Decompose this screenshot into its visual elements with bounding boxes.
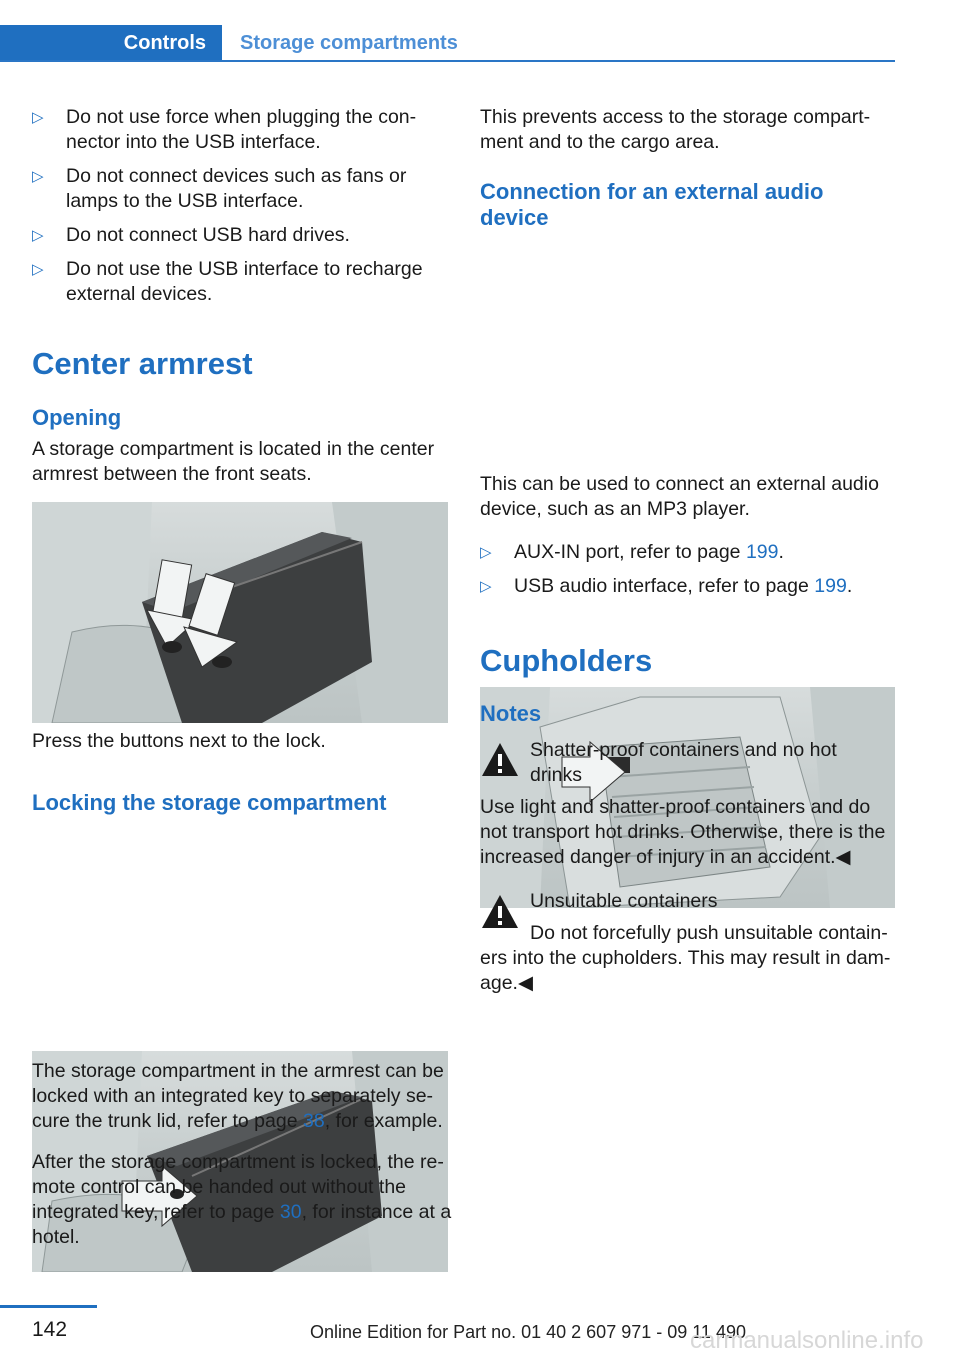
triangle-bullet-icon: ▷ bbox=[32, 168, 44, 185]
warning-text-1: Use light and shatter-proof containers and do not transport hot drinks. Otherwise, there is the increased danger of injury in an accident.◀ bbox=[480, 796, 886, 868]
list-item: ▷ USB audio interface, refer to page 199. bbox=[480, 575, 853, 597]
heading-opening: Opening bbox=[32, 405, 122, 430]
triangle-bullet-icon: ▷ bbox=[32, 261, 44, 278]
warning-text-2b: ers into the cupholders. This may result in dam-age.◀ bbox=[480, 947, 891, 994]
list-item: ▷ Do not connect devices such as fans or lamps to the USB interface. bbox=[32, 165, 407, 212]
page-link-38[interactable]: 38 bbox=[302, 1110, 325, 1132]
warning-triangle-icon bbox=[480, 740, 520, 780]
list-item: ▷ Do not connect USB hard drives. bbox=[32, 224, 350, 246]
footer-rule bbox=[0, 1305, 97, 1308]
warning-title-1: Shatter-proof containers and no hot drinks bbox=[530, 739, 837, 786]
triangle-bullet-icon: ▷ bbox=[32, 227, 44, 244]
connection-paragraph: This can be used to connect an external audio device, such as an MP3 player. bbox=[480, 473, 879, 520]
heading-locking: Locking the storage compartment bbox=[32, 790, 387, 815]
section-title: Storage compartments bbox=[240, 32, 458, 54]
warning-title-2: Unsuitable containers bbox=[530, 890, 718, 912]
connection-list bbox=[480, 540, 895, 608]
header-rule bbox=[0, 60, 895, 62]
heading-connection: Connection for an external audio device bbox=[480, 179, 824, 230]
heading-center-armrest: Center armrest bbox=[32, 346, 253, 381]
warning-text-2a: Do not forcefully push unsuitable contain- bbox=[530, 922, 888, 944]
page-link-199[interactable]: 199 bbox=[745, 541, 779, 563]
chapter-tab[interactable]: Controls bbox=[0, 25, 222, 62]
page-number: 142 bbox=[32, 1318, 68, 1341]
locking-paragraph-2: After the storage compartment is locked, the re-mote control can be handed out without the integrated key, refer to page 30, for instance at a hotel. bbox=[32, 1151, 452, 1248]
caption-press-buttons: Press the buttons next to the lock. bbox=[32, 730, 326, 752]
page-link-199[interactable]: 199 bbox=[814, 575, 847, 597]
triangle-bullet-icon: ▷ bbox=[480, 578, 492, 595]
edition-footer: Online Edition for Part no. 01 40 2 607 971 - 09 11 490 bbox=[310, 1322, 746, 1342]
locking-paragraph-1: The storage compartment in the armrest can be locked with an integrated key to separately se-cure the trunk lid, refer to page 38, for example. bbox=[32, 1060, 444, 1132]
opening-paragraph: A storage compartment is located in the center armrest between the front seats. bbox=[32, 438, 435, 485]
left-column bbox=[32, 105, 448, 316]
armrest-opening-illustration bbox=[32, 502, 448, 723]
list-item: ▷ Do not use force when plugging the con-nector into the USB interface. bbox=[32, 106, 417, 153]
warning-triangle-icon bbox=[480, 892, 520, 932]
heading-notes: Notes bbox=[480, 701, 542, 726]
list-item: ▷ Do not use the USB interface to recharge external devices. bbox=[32, 258, 423, 305]
list-item: ▷ AUX-IN port, refer to page 199. bbox=[480, 541, 784, 563]
page-link-30[interactable]: 30 bbox=[279, 1201, 302, 1223]
prevents-access-paragraph: This prevents access to the storage compart-ment and to the cargo area. bbox=[480, 106, 871, 153]
triangle-bullet-icon: ▷ bbox=[480, 544, 492, 561]
watermark: carmanualsonline.info bbox=[690, 1327, 924, 1354]
heading-cupholders: Cupholders bbox=[480, 643, 653, 678]
triangle-bullet-icon: ▷ bbox=[32, 109, 44, 126]
